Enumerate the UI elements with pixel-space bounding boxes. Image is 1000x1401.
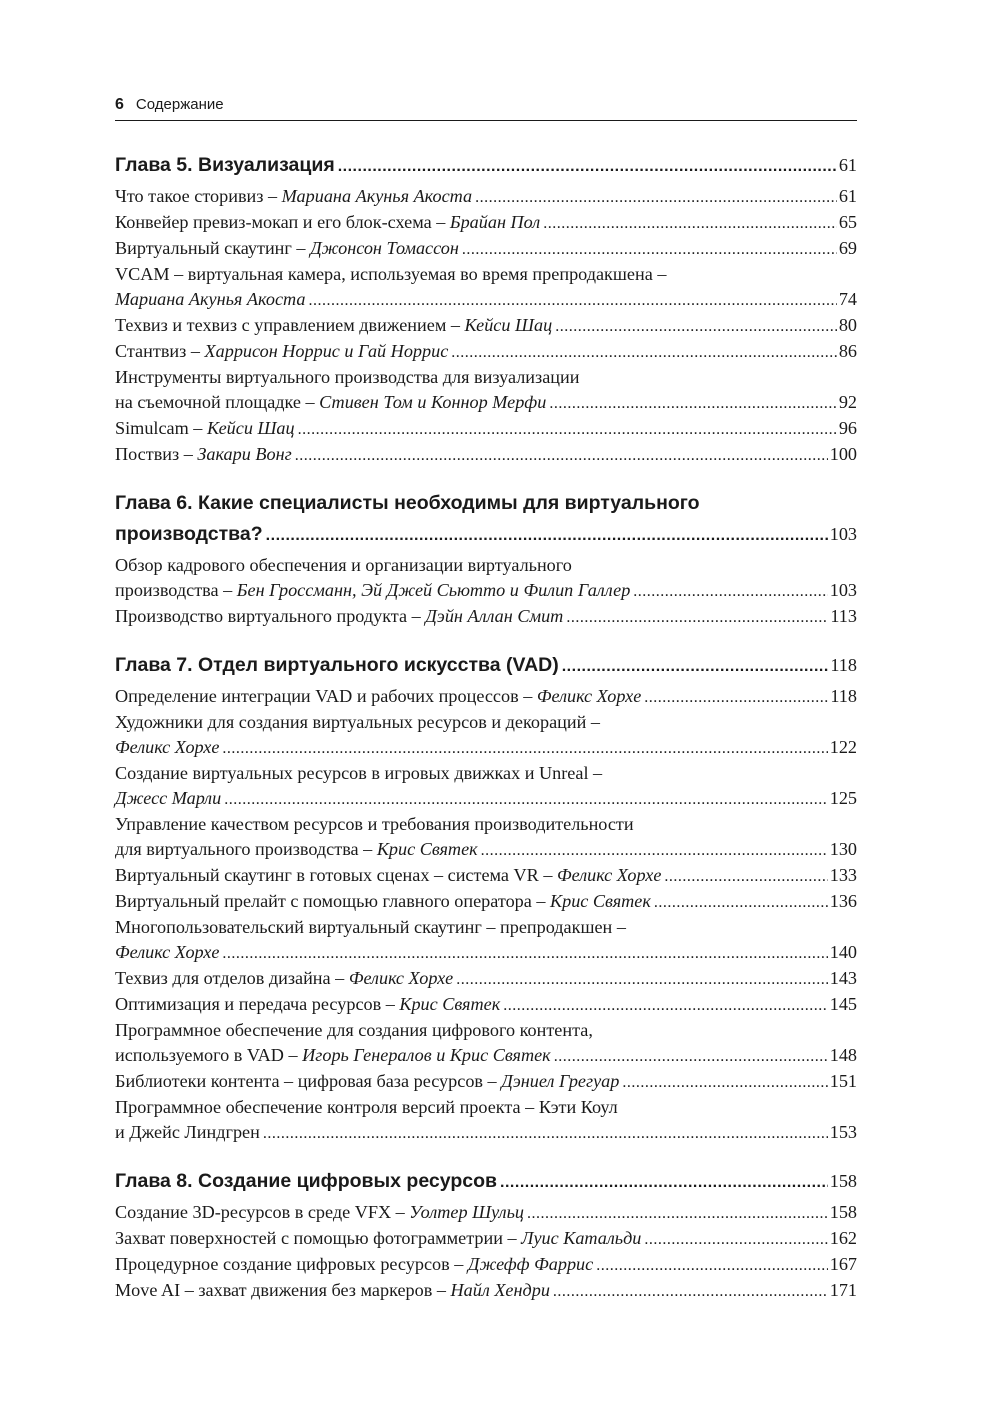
toc-entry-line[interactable] <box>115 442 857 468</box>
entry-author: Феликс Хорхе <box>115 942 220 962</box>
entry-page-number: 130 <box>829 839 857 859</box>
entry-title: Глава 8. Создание цифровых ресурсов <box>115 1170 498 1192</box>
dot-leader <box>224 787 828 812</box>
entry-text <box>115 1166 497 1197</box>
entry-author: Игорь Генералов и Крис Святек <box>302 1045 551 1065</box>
toc-entry-line[interactable] <box>115 1043 857 1069</box>
toc-entry-line[interactable]: Программное обеспечение контроля версий проекта – Кэти Коул <box>115 1097 618 1117</box>
chapter-title-line[interactable] <box>115 150 857 182</box>
toc-entry-line[interactable] <box>115 735 857 761</box>
dot-leader <box>475 185 837 210</box>
dot-leader <box>549 391 837 416</box>
chapter-title-line[interactable] <box>115 650 857 682</box>
entry-text <box>115 1043 551 1068</box>
entry-text <box>115 390 546 415</box>
dot-leader <box>500 1167 828 1198</box>
entry-text <box>115 442 292 467</box>
dot-leader <box>562 651 829 682</box>
entry-text <box>115 650 559 681</box>
entry-page-number: 148 <box>829 1045 857 1065</box>
toc-entry-line[interactable]: Создание виртуальных ресурсов в игровых движках и Unreal – <box>115 763 603 783</box>
toc-entry-line[interactable] <box>115 1120 857 1146</box>
entry-author: Бен Гроссманн, Эй Джей Сьютто и Филип Галлер <box>236 580 631 600</box>
entry-text <box>115 150 335 181</box>
entry-author: Кейси Шац <box>206 418 295 438</box>
toc-entry-line[interactable] <box>115 684 857 710</box>
entry-text <box>115 863 661 888</box>
dot-leader <box>555 314 837 339</box>
dot-leader <box>308 288 836 313</box>
entry-page-number: 136 <box>829 891 857 911</box>
toc-entry-line[interactable]: Инструменты виртуального производства для визуализации <box>115 367 580 387</box>
toc-entry-line[interactable] <box>115 863 857 889</box>
entry-author: Крис Святек <box>550 891 651 911</box>
toc-entry-line[interactable]: VCAM – виртуальная камера, используемая во время препродакшена – <box>115 264 667 284</box>
entry-author: Джесс Марли <box>115 788 222 808</box>
entry-text <box>115 210 540 235</box>
dot-leader <box>266 520 828 551</box>
entry-title: Захват поверхностей с помощью фотограмметрии – <box>115 1228 522 1248</box>
entry-page-number: 80 <box>838 315 857 335</box>
dot-leader <box>222 736 827 761</box>
entry-author: Крис Святек <box>399 994 501 1014</box>
dot-leader <box>566 605 828 630</box>
entry-page-number: 125 <box>829 788 857 808</box>
dot-leader <box>338 151 837 182</box>
entry-page-number: 133 <box>829 865 857 885</box>
entry-title: Поствиз – <box>115 444 198 464</box>
entry-text <box>115 578 630 603</box>
entry-page-number: 151 <box>829 1071 857 1091</box>
toc-entry-line[interactable] <box>115 837 857 863</box>
entry-title: Что такое сторивиз – <box>115 186 282 206</box>
dot-leader <box>298 417 837 442</box>
entry-title: Создание 3D-ресурсов в среде VFX – <box>115 1202 410 1222</box>
toc-entry-line[interactable] <box>115 1226 857 1252</box>
dot-leader <box>622 1070 827 1095</box>
entry-text <box>115 1069 619 1094</box>
entry-text <box>115 684 641 709</box>
entry-page-number: 113 <box>830 606 857 626</box>
entry-title: Процедурное создание цифровых ресурсов – <box>115 1254 468 1274</box>
toc-entry-line[interactable] <box>115 966 857 992</box>
toc-entry-line[interactable]: Художники для создания виртуальных ресурсов и декораций – <box>115 712 600 732</box>
entry-title: на съемочной площадке – <box>115 392 320 412</box>
section-title: Содержание <box>135 96 224 113</box>
entry-title: Стантвиз – <box>115 341 205 361</box>
toc-entry-line[interactable] <box>115 313 857 339</box>
dot-leader <box>222 941 827 966</box>
entry-page-number: 167 <box>829 1254 857 1274</box>
dot-leader <box>633 579 827 604</box>
entry-author: Дэниел Грегуар <box>501 1071 620 1091</box>
toc-entry-line[interactable] <box>115 287 857 313</box>
entry-title: Виртуальный скаутинг в готовых сценах – система VR – <box>115 865 557 885</box>
toc-entry-line[interactable]: Программное обеспечение для создания цифрового контента, <box>115 1020 593 1040</box>
entry-page-number: 122 <box>829 737 857 757</box>
entry-page-number: 92 <box>838 392 857 412</box>
entry-text <box>115 1120 260 1145</box>
entry-author: Феликс Хорхе <box>556 865 662 885</box>
dot-leader <box>543 211 837 236</box>
entry-title: Техвиз для отделов дизайна – <box>115 968 349 988</box>
entry-title: для виртуального производства – <box>115 839 377 859</box>
entry-title: Техвиз и техвиз с управлением движением – <box>115 315 465 335</box>
toc-entry-line[interactable] <box>115 184 857 210</box>
toc-entry-line[interactable] <box>115 1200 857 1226</box>
entry-title: Simulcam – <box>115 418 207 438</box>
entry-text <box>115 1252 593 1277</box>
entry-author: Брайан Пол <box>449 212 541 232</box>
dot-leader <box>481 838 828 863</box>
entry-page-number: 65 <box>838 212 857 232</box>
entry-text <box>115 184 472 209</box>
entry-text <box>115 236 459 261</box>
entry-page-number: 162 <box>829 1228 857 1248</box>
entry-title: Оптимизация и передача ресурсов – <box>115 994 400 1014</box>
entry-page-number: 143 <box>829 968 857 988</box>
entry-title: Конвейер превиз-мокап и его блок-схема – <box>115 212 450 232</box>
entry-text <box>115 966 453 991</box>
chapter-title-line[interactable]: Глава 6. Какие специалисты необходимы для виртуального <box>115 492 700 514</box>
toc-entry-line[interactable] <box>115 889 857 915</box>
dot-leader <box>503 993 827 1018</box>
entry-author: Уолтер Шульц <box>409 1202 524 1222</box>
entry-title: производства? <box>115 523 263 545</box>
entry-title: Глава 7. Отдел виртуального искусства (VAD) <box>115 654 559 676</box>
dot-leader <box>263 1121 828 1146</box>
toc-entry-line[interactable] <box>115 210 857 236</box>
entry-title: Глава 5. Визуализация <box>115 154 335 176</box>
dot-leader <box>644 685 828 710</box>
toc-page <box>115 96 857 1304</box>
entry-author: Харрисон Норрис и Гай Норрис <box>204 341 449 361</box>
entry-page-number: 153 <box>829 1122 857 1142</box>
entry-title: Виртуальный скаутинг – <box>115 238 311 258</box>
entry-text <box>115 313 552 338</box>
dot-leader <box>462 237 837 262</box>
entry-page-number: 158 <box>829 1202 857 1222</box>
toc-entry-line[interactable] <box>115 1278 857 1304</box>
dot-leader <box>451 340 837 365</box>
chapter-title-line[interactable] <box>115 519 857 551</box>
entry-page-number: 171 <box>829 1280 857 1300</box>
entry-author: Луис Катальди <box>521 1228 642 1248</box>
dot-leader <box>553 1279 828 1304</box>
entry-text <box>115 1278 550 1303</box>
dot-leader <box>554 1044 828 1069</box>
toc-entry-line[interactable]: Многопользовательский виртуальный скаутинг – препродакшен – <box>115 917 626 937</box>
toc-entry-line[interactable] <box>115 604 857 630</box>
entry-title: используемого в VAD – <box>115 1045 303 1065</box>
entry-text <box>115 837 478 862</box>
dot-leader <box>664 864 827 889</box>
entry-page-number: 86 <box>838 341 857 361</box>
entry-page-number: 61 <box>838 155 857 175</box>
entry-author: Закари Вонг <box>197 444 292 464</box>
chapter-block <box>115 650 857 1146</box>
entry-page-number: 118 <box>830 686 857 706</box>
entry-page-number: 100 <box>829 444 857 464</box>
entry-text <box>115 519 263 550</box>
toc-entry-line[interactable] <box>115 236 857 262</box>
entry-page-number: 158 <box>829 1171 857 1191</box>
entry-author: Феликс Хорхе <box>348 968 454 988</box>
entry-text <box>115 1200 524 1225</box>
entry-text <box>115 992 500 1017</box>
entry-author: Джефф Фаррис <box>467 1254 594 1274</box>
dot-leader <box>644 1227 827 1252</box>
entry-author: Крис Святек <box>376 839 478 859</box>
toc-entry-line[interactable] <box>115 1069 857 1095</box>
entry-text <box>115 604 563 629</box>
entry-text <box>115 889 651 914</box>
chapter-block <box>115 488 857 630</box>
entry-author: Дэйн Аллан Смит <box>425 606 564 626</box>
toc-entry-line[interactable] <box>115 992 857 1018</box>
entry-page-number: 96 <box>838 418 857 438</box>
entry-page-number: 118 <box>830 655 857 675</box>
entry-title: производства – <box>115 580 237 600</box>
toc-entry-line[interactable] <box>115 390 857 416</box>
entry-author: Стивен Том и Коннор Мерфи <box>319 392 547 412</box>
entry-text <box>115 1226 641 1251</box>
entry-page-number: 140 <box>829 942 857 962</box>
dot-leader <box>295 443 828 468</box>
entry-title: Виртуальный прелайт с помощью главного оператора – <box>115 891 551 911</box>
entry-text <box>115 786 221 811</box>
dot-leader <box>654 890 828 915</box>
toc-entry-line[interactable] <box>115 416 857 442</box>
entry-page-number: 145 <box>829 994 857 1014</box>
entry-title: Определение интеграции VAD и рабочих процессов – <box>115 686 537 706</box>
entry-author: Найл Хендри <box>450 1280 550 1300</box>
entry-page-number: 74 <box>838 289 857 309</box>
chapter-block <box>115 150 857 468</box>
entry-page-number: 69 <box>838 238 857 258</box>
toc-entry-line[interactable] <box>115 786 857 812</box>
entry-title: и Джейс Линдгрен <box>115 1122 260 1142</box>
entry-page-number: 103 <box>829 524 857 544</box>
dot-leader <box>456 967 827 992</box>
entry-author: Мариана Акунья Акоста <box>115 289 306 309</box>
toc-entry-line[interactable] <box>115 940 857 966</box>
toc-entry-line[interactable] <box>115 578 857 604</box>
toc-entry-line[interactable]: Управление качеством ресурсов и требования производительности <box>115 814 634 834</box>
entry-text <box>115 940 219 965</box>
entry-title: Библиотеки контента – цифровая база ресурсов – <box>115 1071 502 1091</box>
entry-page-number: 61 <box>838 186 857 206</box>
entry-text <box>115 339 448 364</box>
dot-leader <box>527 1201 828 1226</box>
entry-author: Мариана Акунья Акоста <box>281 186 473 206</box>
entry-author: Кейси Шац <box>464 315 553 335</box>
entry-author: Феликс Хорхе <box>115 737 220 757</box>
chapter-title-line[interactable] <box>115 1166 857 1198</box>
toc-entry-line[interactable] <box>115 1252 857 1278</box>
dot-leader <box>596 1253 827 1278</box>
entry-title: Move AI – захват движения без маркеров – <box>115 1280 451 1300</box>
entry-text <box>115 416 295 441</box>
chapter-block <box>115 1166 857 1304</box>
entry-page-number: 103 <box>829 580 857 600</box>
entry-author: Джонсон Томассон <box>310 238 459 258</box>
page-number: 6 <box>115 96 124 113</box>
table-of-contents <box>115 150 857 1304</box>
toc-entry-line[interactable]: Обзор кадрового обеспечения и организации виртуального <box>115 555 572 575</box>
entry-title: Производство виртуального продукта – <box>115 606 426 626</box>
running-head <box>115 96 857 121</box>
entry-text <box>115 735 219 760</box>
entry-text <box>115 287 305 312</box>
entry-author: Феликс Хорхе <box>536 686 642 706</box>
toc-entry-line[interactable] <box>115 339 857 365</box>
